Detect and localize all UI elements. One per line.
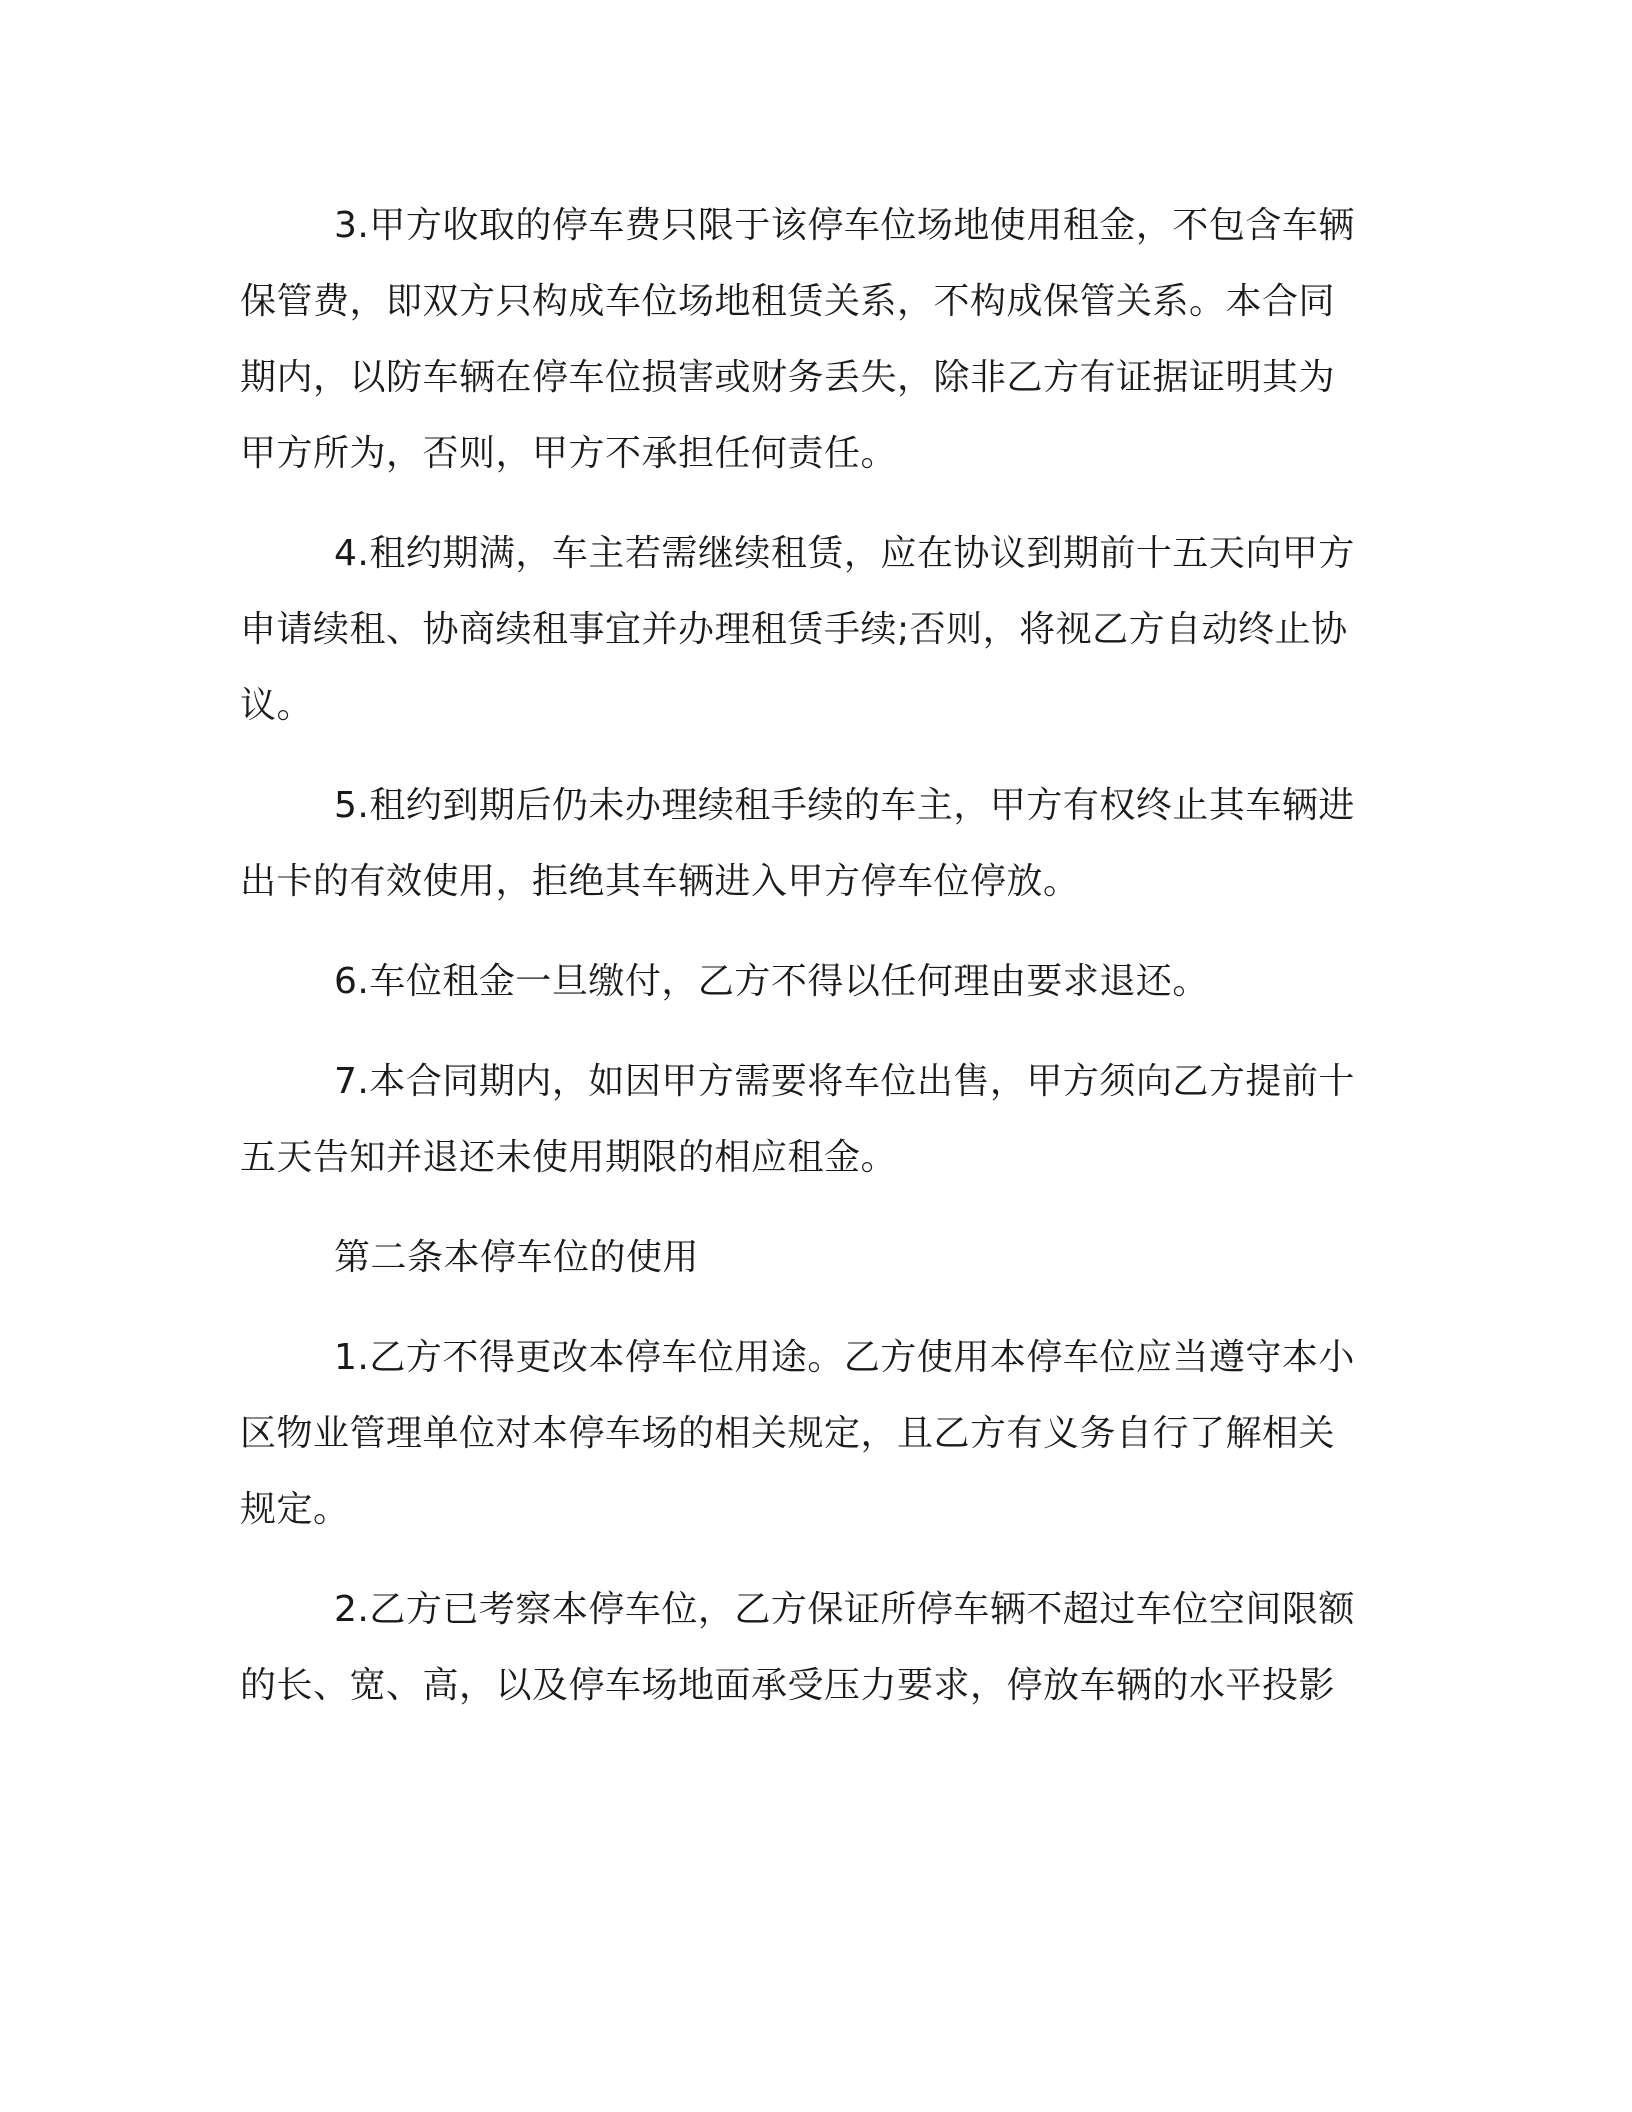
document-page	[240, 188, 1370, 1724]
paragraph-article-2-clause-1: 1.乙方不得更改本停车位用途。乙方使用本停车位应当遵守本小区物业管理单位对本停车场的相关规定，且乙方有义务自行了解相关规定。	[240, 1337, 1355, 1530]
paragraph-clause-3: 3.甲方收取的停车费只限于该停车位场地使用租金，不包含车辆保管费，即双方只构成车位场地租赁关系，不构成保管关系。本合同期内，以防车辆在停车位损害或财务丢失，除非乙方有证据证明其为甲方所为，否则，甲方不承担任何责任。	[240, 205, 1355, 474]
section-heading-article-2: 第二条本停车位的使用	[334, 1237, 700, 1278]
paragraph-clause-4: 4.租约期满，车主若需继续租赁，应在协议到期前十五天向甲方申请续租、协商续租事宜并办理租赁手续;否则，将视乙方自动终止协议。	[240, 533, 1355, 726]
paragraph-clause-7: 7.本合同期内，如因甲方需要将车位出售，甲方须向乙方提前十五天告知并退还未使用期限的相应租金。	[240, 1061, 1355, 1178]
paragraph-clause-5: 5.租约到期后仍未办理续租手续的车主，甲方有权终止其车辆进出卡的有效使用，拒绝其车辆进入甲方停车位停放。	[240, 785, 1355, 902]
paragraph-clause-6: 6.车位租金一旦缴付，乙方不得以任何理由要求退还。	[334, 961, 1209, 1002]
paragraph-article-2-clause-2: 2.乙方已考察本停车位，乙方保证所停车辆不超过车位空间限额的长、宽、高，以及停车场地面承受压力要求，停放车辆的水平投影	[240, 1589, 1355, 1706]
